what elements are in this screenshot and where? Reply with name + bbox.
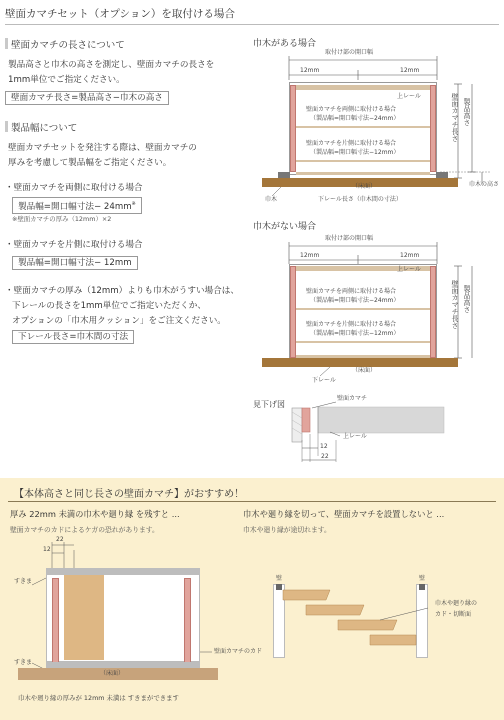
diagram1-one-text: 壁面カマチを片側に取付ける場合	[306, 140, 397, 147]
recommend-floor-label: （床面）	[100, 670, 125, 677]
section-view-kamachi-label: 壁面カマチ	[337, 395, 368, 402]
diagram2-dim-right: 12mm	[400, 252, 420, 259]
diagram2-product-height: 製品高さ	[463, 285, 471, 313]
thin-baseboard-line-2: 下レールの長さを1mm単位でご指定いただくか、	[12, 301, 206, 311]
one-side-formula-box: 製品幅=開口幅寸法− 12mm	[12, 256, 138, 270]
recommend-gap-top: すきま	[14, 578, 33, 585]
diagram2-upper-rail-label: 上レール	[397, 266, 421, 273]
both-sides-formula: 製品幅=開口幅寸法− 24mm	[18, 201, 132, 212]
recommend-wall-right: 壁	[419, 575, 426, 582]
diagram2-kamachi-length: 壁面カマチ長さ	[451, 280, 459, 329]
diagram2-one-text: 壁面カマチを片側に取付ける場合	[306, 321, 397, 328]
recommend-wall-left: 壁	[276, 575, 283, 582]
thin-baseboard-line-3: オプションの「巾木用クッション」をご注文ください。	[12, 316, 226, 326]
diagram2-dim-left: 12mm	[300, 252, 320, 259]
diagram2-opening-label: 取付け部の開口幅	[325, 235, 374, 242]
diagram1-opening-label: 取付け部の開口幅	[325, 49, 374, 56]
section-view-upper-rail-label: 上レール	[343, 433, 367, 440]
diagram1-both-text: 壁面カマチを両側に取付ける場合	[306, 106, 397, 113]
recommend-left-note: 巾木や廻り縁の厚みが 12mm 未満は すきまができます	[18, 694, 179, 702]
diagram1-kamachi-length: 壁面カマチ長さ	[451, 93, 459, 142]
diagram2-floor-label: （床面）	[352, 367, 377, 374]
thin-baseboard-line-1: ・壁面カマチの厚み（12mm）よりも巾木がうすい場合は、	[5, 286, 239, 296]
diagram1-product-height: 製品高さ	[463, 98, 471, 126]
recommend-right-sub: 巾木や廻り縁が途切れます。	[243, 526, 331, 534]
one-side-label: ・壁面カマチを片側に取付ける場合	[5, 240, 143, 250]
diagram-with-baseboard-title: 巾木がある場合	[253, 39, 317, 49]
width-text-line-2: 厚みを考慮して製品幅をご指定ください。	[8, 158, 172, 168]
length-formula-box: 壁面カマチ長さ=製品高さ−巾木の高さ	[5, 91, 169, 105]
recommend-gap-bottom: すきま	[14, 659, 33, 666]
length-text-line-1: 製品高さと巾木の高さを測定し、壁面カマチの長さを	[8, 60, 215, 70]
section-view-dim-22: 22	[321, 453, 329, 460]
diagram2-lower-rail-label: 下レール	[312, 377, 336, 384]
diagram1-dim-right: 12mm	[400, 67, 420, 74]
diagram1-baseboard-height: 巾木の高さ	[469, 181, 500, 188]
recommend-cut-label-2: カド・切断面	[435, 611, 472, 618]
page-title: 壁面カマチセット（オプション）を取付ける場合	[5, 8, 235, 20]
length-heading: 壁面カマチの長さについて	[5, 38, 125, 53]
diagram2-both-text: 壁面カマチを両側に取付ける場合	[306, 288, 397, 295]
recommend-kamachi-corner: 壁面カマチのカド	[214, 648, 263, 655]
diagram-without-baseboard-title: 巾木がない場合	[253, 222, 317, 232]
recommend-heading: 【本体高さと同じ長さの壁面カマチ】がおすすめ！	[14, 489, 245, 500]
diagram2-both-formula: （製品幅=開口幅寸法−24mm）	[310, 297, 400, 304]
both-sides-note: ※壁面カマチの厚み（12mm）×2	[12, 215, 112, 223]
diagram1-both-formula: （製品幅=開口幅寸法−24mm）	[310, 115, 400, 122]
diagram1-baseboard-label: 巾木	[265, 196, 278, 203]
recommend-left-sub: 壁面カマチのカドによるケガの恐れがあります。	[10, 526, 159, 534]
section-view-dim-12: 12	[320, 443, 328, 450]
recommend-cut-label-1: 巾木や廻り縁の	[435, 600, 478, 607]
lower-rail-formula-box: 下レール長さ=巾木間の寸法	[12, 330, 134, 344]
length-text-line-2: 1mm単位でご指定ください。	[8, 75, 125, 85]
diagram2-one-formula: （製品幅=開口幅寸法−12mm）	[310, 330, 400, 337]
recommend-dim-22: 22	[56, 536, 64, 543]
recommend-dim-12: 12	[43, 546, 51, 553]
diagram1-dim-left: 12mm	[300, 67, 320, 74]
recommend-right-title: 巾木や廻り縁を切って、壁面カマチを設置しないと ...	[243, 509, 445, 519]
diagram1-one-formula: （製品幅=開口幅寸法−12mm）	[310, 149, 400, 156]
section-view-title: 見下げ図	[253, 400, 285, 409]
diagram1-floor-label: （床面）	[352, 183, 377, 190]
both-sides-mark: ※	[131, 201, 136, 207]
width-text-line-1: 壁面カマチセットを発注する際は、壁面カマチの	[8, 143, 197, 153]
width-heading: 製品幅について	[5, 121, 77, 136]
diagram1-lower-rail-label: 下レール長さ（巾木間の寸法）	[318, 196, 402, 203]
diagram1-upper-rail-label: 上レール	[397, 93, 421, 100]
both-sides-label: ・壁面カマチを両側に取付ける場合	[5, 183, 143, 193]
recommend-left-title: 厚み 22mm 未満の巾木や廻り縁 を残すと ...	[10, 509, 180, 519]
